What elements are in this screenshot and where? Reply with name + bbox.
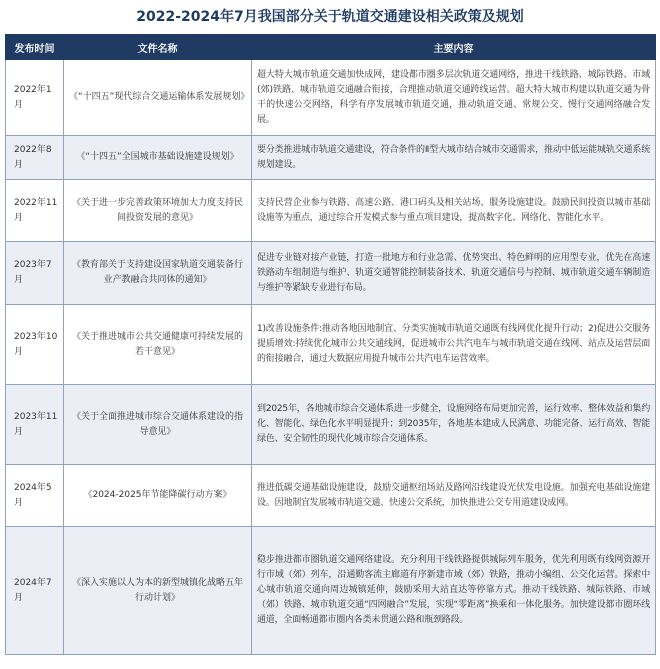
publish-time: 2023年10月 bbox=[6, 305, 64, 385]
table-row bbox=[6, 60, 656, 136]
publish-time: 2024年5月 bbox=[6, 465, 64, 527]
document-name: 《关于进一步完善政策环境加大力度支持民间投资发展的意见》 bbox=[64, 180, 252, 242]
document-name: 《“十四五”现代综合交通运输体系发展规划》 bbox=[64, 60, 252, 136]
table-row bbox=[6, 465, 656, 527]
header-publish-time: 发布时间 bbox=[6, 35, 64, 60]
policy-table bbox=[5, 34, 656, 655]
publish-time: 2022年1月 bbox=[6, 60, 64, 136]
publish-time: 2022年11月 bbox=[6, 180, 64, 242]
main-content: 到2025年，各地城市综合交通体系进一步健全，设施网络布局更加完善，运行效率、整体效益和集约化、智能化、绿色化水平明显提升；到2035年，各地基本建成人民满意、功能完备、运行高效、智能绿色、安全韧性的现代化城市综合交通体系。 bbox=[252, 385, 656, 465]
main-content: 推进低碳交通基础设施建设，鼓励交通枢纽场站及路网沿线建设光伏发电设施。加强充电基础设施建设。因地制宜发展城市轨道交通、快速公交系统，加快推进公交专用道建设成网。 bbox=[252, 465, 656, 527]
main-content: 支持民营企业参与铁路、高速公路、港口码头及相关站场、服务设施建设。鼓励民间投资以城市基础设施等为重点，通过综合开发模式参与重点项目建设，提高数字化、网络化、智能化水平。 bbox=[252, 180, 656, 242]
table-row bbox=[6, 180, 656, 242]
header-document-name: 文件名称 bbox=[64, 35, 252, 60]
table-header-row bbox=[6, 35, 656, 60]
publish-time: 2024年7月 bbox=[6, 527, 64, 655]
document-name: 《深入实施以人为本的新型城镇化战略五年行动计划》 bbox=[64, 527, 252, 655]
publish-time: 2023年7月 bbox=[6, 242, 64, 305]
main-content: 稳步推进都市圈轨道交通网络建设。充分利用干线铁路提供城际列车服务，优先利用既有线网资源开行市域（郊）列车，沿通勤客流主廊道有序新建市域（郊）铁路，推动小编组、公交化运营。探索中心城市轨道交通向周边城镇延伸，鼓励采用大站直达等停靠方式。推动干线铁路、城际铁路、市域（郊）铁路、城市轨道交通“四网融合”发展，实现“零距离”换乘和一体化服务。加快建设都市圈环线通道，全面畅通都市圈内各类未贯通公路和瓶颈路段。 bbox=[252, 527, 656, 655]
main-content: 1)改善设施条件:推动各地因地制宜、分类实施城市轨道交通既有线网优化提升行动；2)促进公交服务提质增效:持续优化城市公共交通线网，促进城市公共汽电车与城市轨道交通在线网、站点及运营层面的衔接融合，通过大数据应用提升城市公共汽电车运营效率。 bbox=[252, 305, 656, 385]
document-name: 《关于全面推进城市综合交通体系建设的指导意见》 bbox=[64, 385, 252, 465]
table-row bbox=[6, 136, 656, 180]
document-name: 《教育部关于支持建设国家轨道交通装备行业产教融合共同体的通知》 bbox=[64, 242, 252, 305]
table-row bbox=[6, 385, 656, 465]
main-content: 要分类推进城市轨道交通建设，符合条件的Ⅱ型大城市结合城市交通需求，推动中低运能城轨交通系统规划建设。 bbox=[252, 136, 656, 180]
table-row bbox=[6, 305, 656, 385]
document-name: 《“十四五”全国城市基础设施建设规划》 bbox=[64, 136, 252, 180]
header-main-content: 主要内容 bbox=[252, 35, 656, 60]
table-row bbox=[6, 527, 656, 655]
document-name: 《关于推进城市公共交通健康可持续发展的若干意见》 bbox=[64, 305, 252, 385]
main-content: 超大特大城市轨道交通加快成网，建设都市圈多层次轨道交通网络，推进干线铁路、城际铁路、市域(郊)铁路、城市轨道交通融合衔接，合理推动轨道交通跨线运营。超大特大城市构建以轨道交通为骨干的快速公交网络，科学有序发展城市轨道交通，推动轨道交通、常规公交、慢行交通网络融合发展。 bbox=[252, 60, 656, 136]
document-name: 《2024-2025年节能降碳行动方案》 bbox=[64, 465, 252, 527]
main-content: 促进专业链对接产业链，打造一批地方和行业急需、优势突出、特色鲜明的应用型专业，优先在高速铁路动车组制造与维护、轨道交通智能控制装备技术、轨道交通信号与控制、城市轨道交通车辆制造与维护等紧缺专业进行布局。 bbox=[252, 242, 656, 305]
page-title: 2022-2024年7月我国部分关于轨道交通建设相关政策及规划 bbox=[136, 9, 524, 25]
publish-time: 2022年8月 bbox=[6, 136, 64, 180]
table-row bbox=[6, 242, 656, 305]
publish-time: 2023年11月 bbox=[6, 385, 64, 465]
